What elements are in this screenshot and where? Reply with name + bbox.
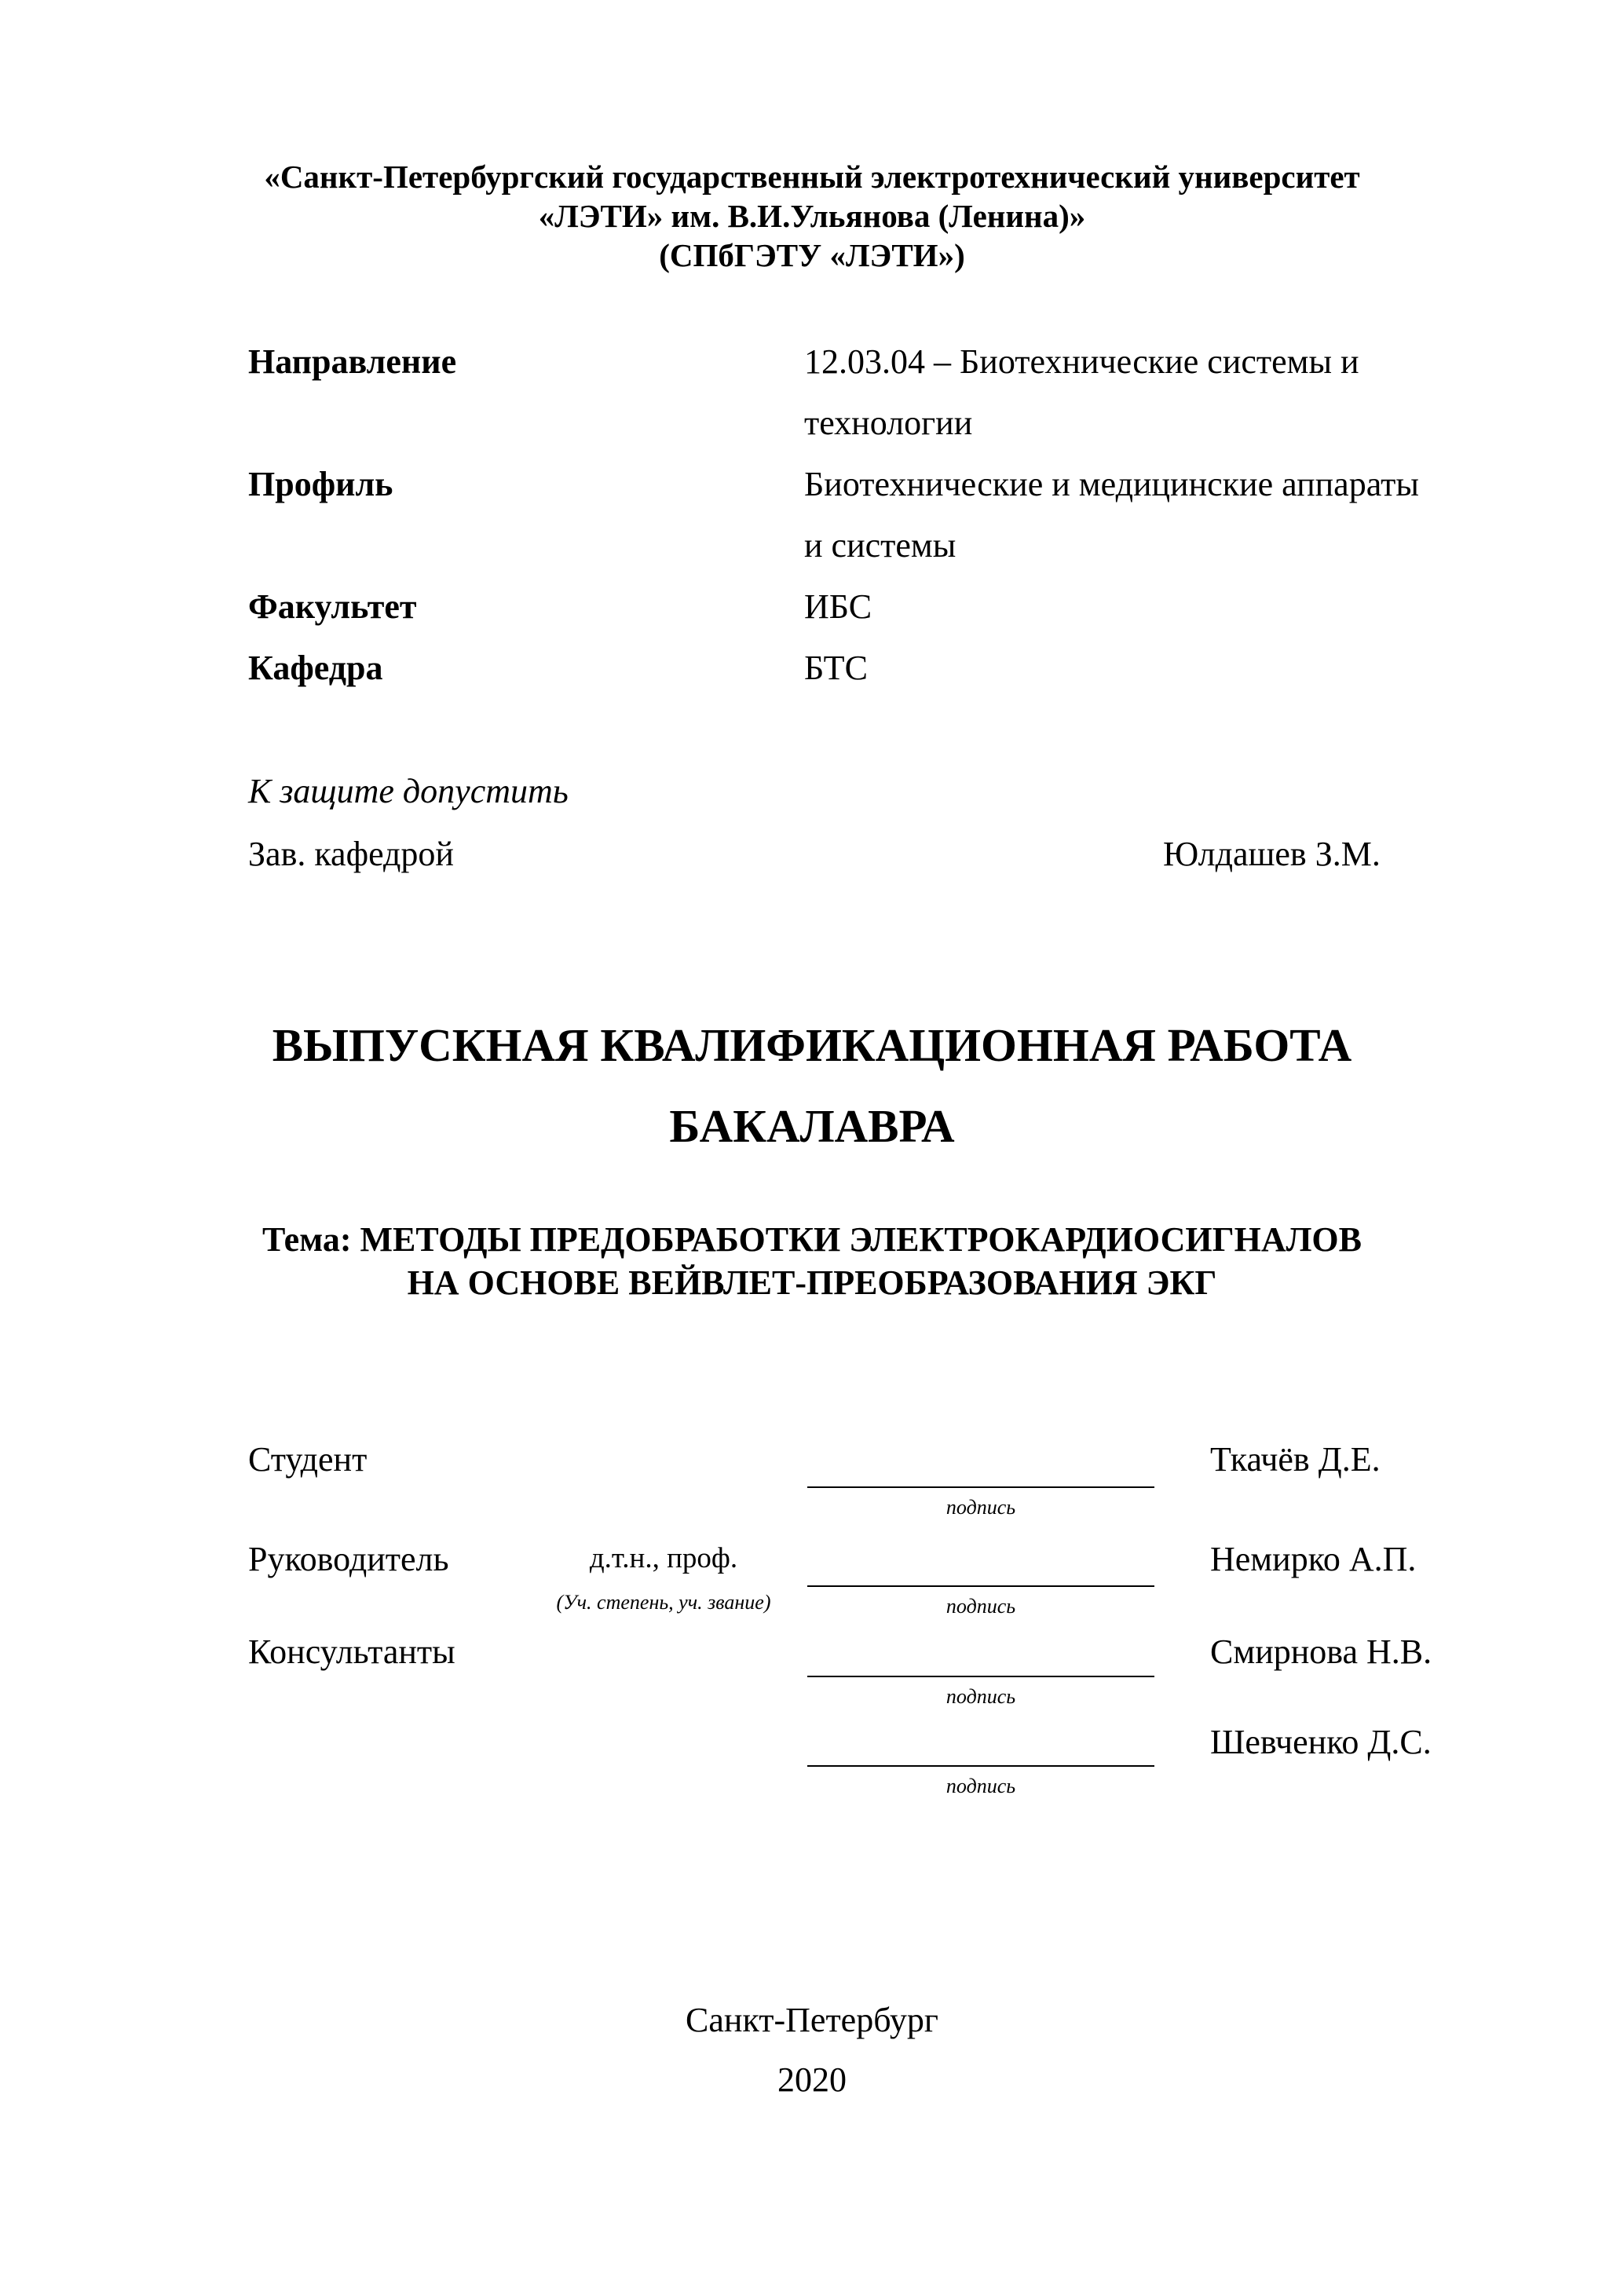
faculty-value: ИБС bbox=[804, 587, 872, 626]
supervisor-name: Немирко А.П. bbox=[1210, 1540, 1417, 1578]
consultant1-signature-line bbox=[807, 1676, 1154, 1677]
consultant1-name: Смирнова Н.В. bbox=[1210, 1632, 1432, 1671]
profile-value-line2: и системы bbox=[804, 526, 956, 565]
consultant2-name: Шевченко Д.С. bbox=[1210, 1723, 1432, 1761]
university-name-line1: «Санкт-Петербургский государственный электротехнический университет bbox=[264, 159, 1360, 195]
student-name: Ткачёв Д.Е. bbox=[1210, 1440, 1381, 1479]
city: Санкт-Петербург bbox=[686, 2001, 938, 2039]
consultant2-signature-line bbox=[807, 1765, 1154, 1767]
topic-line2: НА ОСНОВЕ ВЕЙВЛЕТ-ПРЕОБРАЗОВАНИЯ ЭКГ bbox=[407, 1263, 1217, 1302]
supervisor-signature-line bbox=[807, 1585, 1154, 1587]
consultant1-signature-caption: подпись bbox=[946, 1685, 1016, 1708]
department-value: БТС bbox=[804, 649, 868, 687]
direction-label: Направление bbox=[248, 342, 457, 381]
supervisor-label: Руководитель bbox=[248, 1540, 449, 1578]
topic-line1: Тема: МЕТОДЫ ПРЕДОБРАБОТКИ ЭЛЕКТРОКАРДИОСИГНАЛОВ bbox=[262, 1220, 1362, 1259]
document-title-line1: ВЫПУСКНАЯ КВАЛИФИКАЦИОННАЯ РАБОТА bbox=[272, 1019, 1352, 1071]
student-signature-line bbox=[807, 1486, 1154, 1488]
head-of-department-label: Зав. кафедрой bbox=[248, 835, 454, 873]
direction-value-line1: 12.03.04 – Биотехнические системы и bbox=[804, 342, 1359, 381]
year: 2020 bbox=[777, 2060, 847, 2099]
consultant2-signature-caption: подпись bbox=[946, 1775, 1016, 1797]
profile-label: Профиль bbox=[248, 465, 393, 503]
consultants-label: Консультанты bbox=[248, 1632, 455, 1671]
direction-value-line2: технологии bbox=[804, 404, 973, 442]
university-abbreviation: (СПбГЭТУ «ЛЭТИ») bbox=[659, 237, 965, 273]
profile-value-line1: Биотехнические и медицинские аппараты bbox=[804, 465, 1419, 503]
faculty-label: Факультет bbox=[248, 587, 417, 626]
degree-caption: (Уч. степень, уч. звание) bbox=[556, 1591, 771, 1614]
admission-text: К защите допустить bbox=[248, 772, 569, 810]
student-label: Студент bbox=[248, 1440, 368, 1479]
supervisor-degree: д.т.н., проф. bbox=[589, 1542, 738, 1574]
university-name-line2: «ЛЭТИ» им. В.И.Ульянова (Ленина)» bbox=[538, 198, 1086, 234]
document-title-line2: БАКАЛАВРА bbox=[669, 1100, 955, 1152]
head-of-department-name: Юлдашев З.М. bbox=[1163, 835, 1381, 873]
department-label: Кафедра bbox=[248, 649, 383, 687]
supervisor-signature-caption: подпись bbox=[946, 1595, 1016, 1618]
student-signature-caption: подпись bbox=[946, 1496, 1016, 1519]
